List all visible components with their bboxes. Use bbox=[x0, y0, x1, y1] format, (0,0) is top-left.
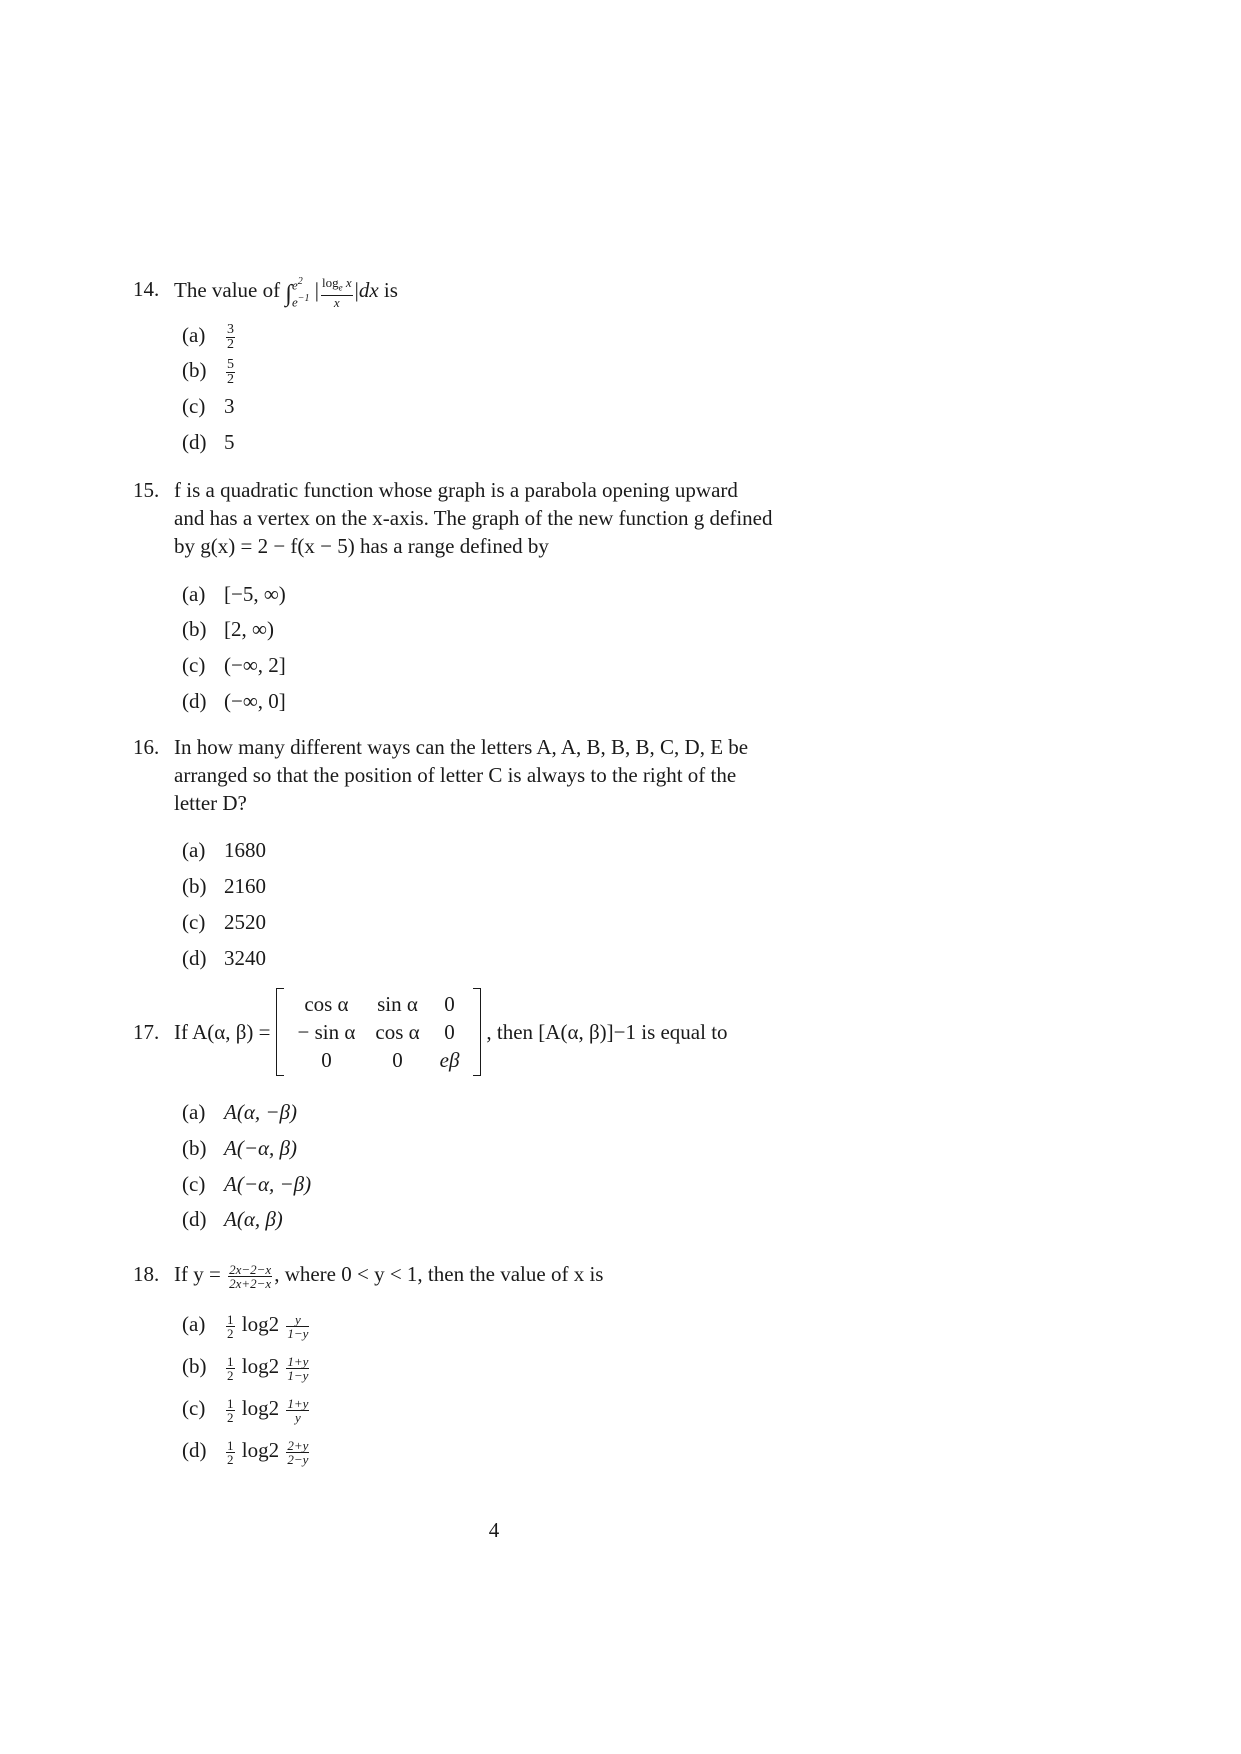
question-18 bbox=[133, 1260, 873, 1290]
option-17c[interactable]: (c) A(−α, −β) bbox=[182, 1172, 312, 1196]
option-18c[interactable]: (c) $\frac{1}{2}$ log2 $\frac{1+y}{y}$ bbox=[182, 1395, 309, 1425]
integrand-fraction: $\frac{\log_e x}{x}$ bbox=[321, 275, 352, 310]
question-15 bbox=[133, 476, 873, 560]
option-15a[interactable]: (a) [−5, ∞) bbox=[182, 582, 286, 606]
integral-sign: ∫ bbox=[285, 281, 292, 308]
option-18b[interactable]: (b) $\frac{1}{2}$ log2 $\frac{1+y}{1-y}$ bbox=[182, 1353, 309, 1383]
question-14 bbox=[133, 275, 873, 310]
option-15b[interactable]: (b) [2, ∞) bbox=[182, 617, 274, 641]
option-16c[interactable]: (c) 2520 bbox=[182, 910, 266, 934]
option-18a[interactable]: (a) $\frac{1}{2}$ log2 $\frac{y}{1-y}$ bbox=[182, 1311, 309, 1341]
question-17: 17. If A(α, β) = cos α sin α 0 − sin α cos α 0 0 0 eβ , then [A(α, β)]−1 is equal to bbox=[133, 992, 728, 1072]
question-number: 16. bbox=[133, 735, 160, 759]
question-number: 15. bbox=[133, 478, 160, 502]
question-stem: The value of ∫ $e^2$ $e^{-1}$ | $\frac{\log_e x}{x}$ |dx is bbox=[174, 275, 398, 310]
question-number: 18. bbox=[133, 1262, 160, 1286]
question-stem: If y = $\frac{2x-2-x}{2x+2-x}$ , where 0 < y < 1, then the value of x is bbox=[174, 1261, 604, 1291]
question-stem: In how many different ways can the letters A, A, B, B, B, C, D, E be arranged so that the position of letter C is always to the right of the letter D? bbox=[174, 735, 749, 815]
question-16 bbox=[133, 733, 873, 817]
option-16a[interactable]: (a) 1680 bbox=[182, 838, 266, 862]
question-number: 14. bbox=[133, 277, 160, 301]
question-number: 17. bbox=[133, 1020, 160, 1044]
option-17d[interactable]: (d) A(α, β) bbox=[182, 1207, 283, 1231]
option-14b[interactable]: (b) $\frac{5}{2}$ bbox=[182, 356, 234, 387]
integral-limits: $e^2$ $e^{-1}$ bbox=[291, 276, 310, 310]
matrix-A: cos α sin α 0 − sin α cos α 0 0 0 eβ bbox=[274, 990, 484, 1074]
option-14c[interactable]: (c) 3 bbox=[182, 394, 235, 418]
option-15d[interactable]: (d) (−∞, 0] bbox=[182, 689, 286, 713]
page-number: 4 bbox=[488, 1518, 500, 1542]
option-18d[interactable]: (d) $\frac{1}{2}$ log2 $\frac{2+y}{2-y}$ bbox=[182, 1437, 309, 1467]
option-17a[interactable]: (a) A(α, −β) bbox=[182, 1100, 297, 1124]
option-16d[interactable]: (d) 3240 bbox=[182, 946, 266, 970]
option-14a[interactable]: (a) $\frac{3}{2}$ bbox=[182, 321, 234, 352]
option-17b[interactable]: (b) A(−α, β) bbox=[182, 1136, 297, 1160]
option-16b[interactable]: (b) 2160 bbox=[182, 874, 266, 898]
option-15c[interactable]: (c) (−∞, 2] bbox=[182, 653, 286, 677]
question-stem: f is a quadratic function whose graph is a parabola opening upward and has a vertex on the x-axis. The graph of the new function g defined by g(x) = 2 − f(x − 5) has a range defined by bbox=[174, 478, 773, 558]
option-14d[interactable]: (d) 5 bbox=[182, 430, 235, 454]
y-fraction: $\frac{2x-2-x}{2x+2-x}$ bbox=[229, 1261, 272, 1291]
